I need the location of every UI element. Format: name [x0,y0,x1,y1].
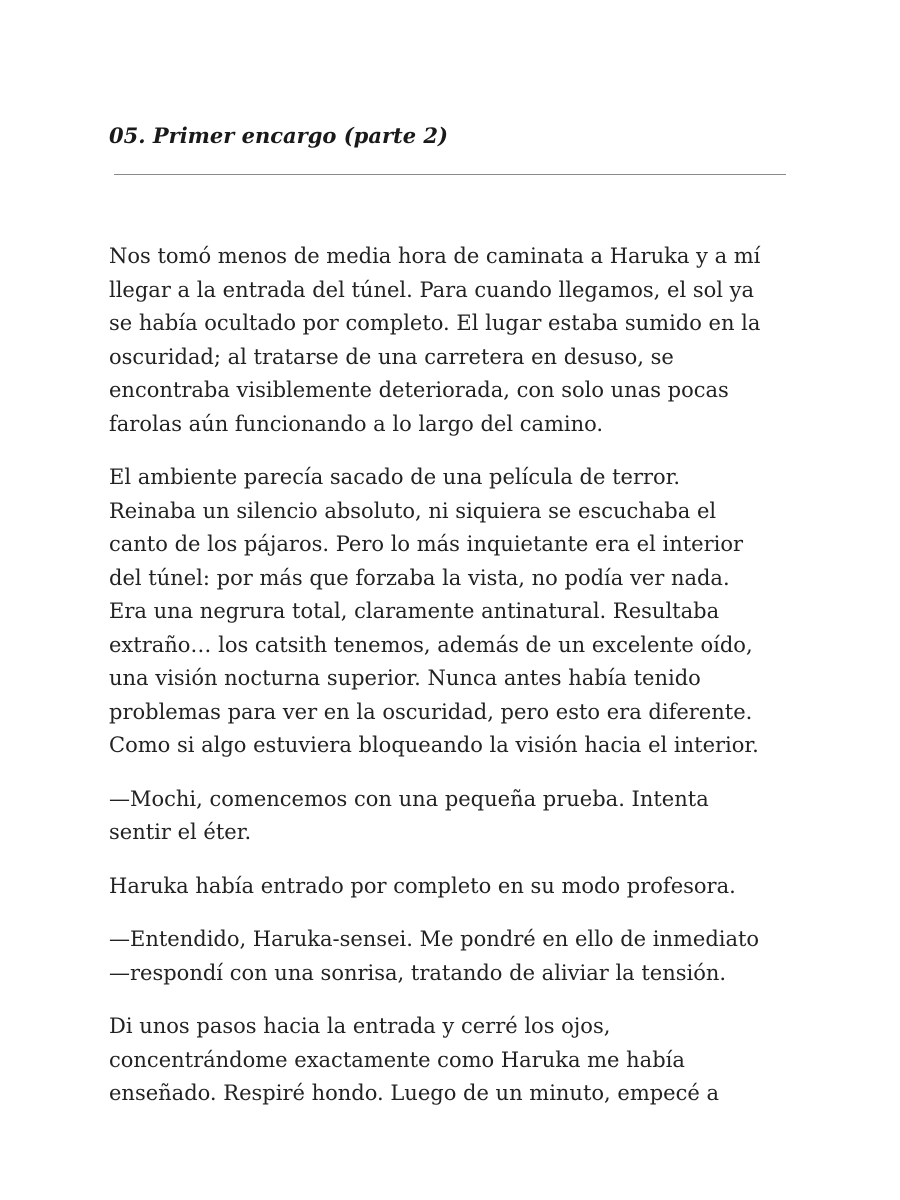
chapter-title: 05. Primer encargo (parte 2) [109,123,448,148]
text-line: llegar a la entrada del túnel. Para cuando llegamos, el sol ya [109,277,755,302]
text-line: sentir el éter. [109,820,252,844]
paragraph [109,783,799,850]
paragraph [109,923,799,990]
text-line: farolas aún funcionando a lo largo del camino. [109,411,604,436]
paragraph [109,461,799,763]
text-line: oscuridad; al tratarse de una carretera en desuso, se [109,344,674,369]
text-line: problemas para ver en la oscuridad, pero esto era diferente. [109,699,753,724]
text-line: Nos tomó menos de media hora de caminata a Haruka y a mí [109,244,761,268]
paragraph [109,1010,799,1111]
text-line: —respondí con una sonrisa, tratando de aliviar la tensión. [109,960,727,985]
text-line: canto de los pájaros. Pero lo más inquietante era el interior [109,532,744,556]
text-line: extraño… los catsith tenemos, además de un excelente oído, [109,632,753,657]
text-line: —Entendido, Haruka-sensei. Me pondré en ello de inmediato [109,927,760,951]
text-line: una visión nocturna superior. Nunca antes había tenido [109,666,701,690]
text-line: concentrándome exactamente como Haruka me había [109,1047,685,1072]
text-line: Di unos pasos hacia la entrada y cerré los ojos, [109,1014,611,1038]
text-line: —Mochi, comencemos con una pequeña prueba. Intenta [109,786,709,811]
text-line: enseñado. Respiré hondo. Luego de un minuto, empecé a [109,1081,719,1105]
text-line: Reinaba un silencio absoluto, ni siquiera se escuchaba el [109,498,717,523]
paragraph [109,240,799,441]
chapter-body [109,240,799,1131]
title-divider [114,174,786,175]
text-line: del túnel: por más que forzaba la vista, no podía ver nada. [109,565,730,590]
paragraph [109,870,799,904]
text-line: El ambiente parecía sacado de una película de terror. [109,465,681,489]
text-line: se había ocultado por completo. El lugar estaba sumido en la [109,311,761,335]
text-line: Era una negrura total, claramente antinatural. Resultaba [109,599,720,623]
text-line: Haruka había entrado por completo en su modo profesora. [109,873,736,898]
text-line: encontraba visiblemente deteriorada, con solo unas pocas [109,378,729,402]
text-line: Como si algo estuviera bloqueando la visión hacia el interior. [109,733,759,757]
